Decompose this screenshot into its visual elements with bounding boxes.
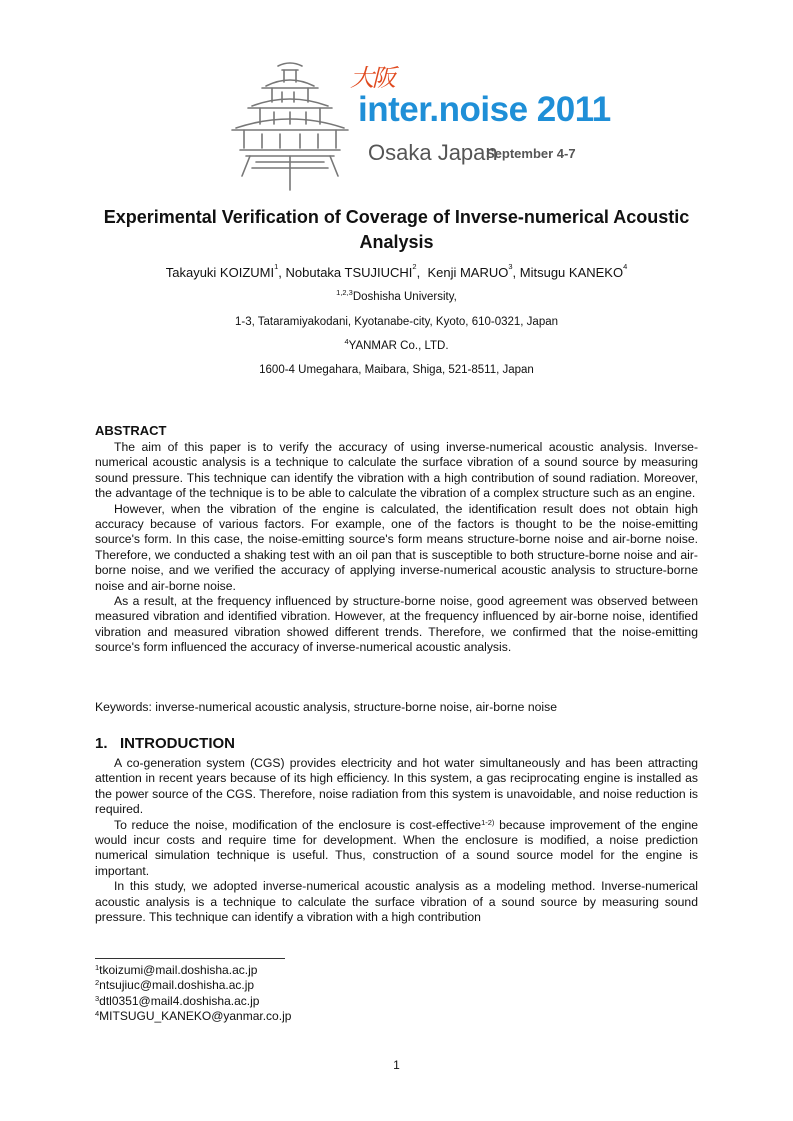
affiliation-text: Doshisha University,	[352, 291, 457, 303]
affiliation-2-name	[0, 337, 793, 352]
affiliation-2-address: 1600-4 Umegahara, Maibara, Shiga, 521-8511, Japan	[259, 364, 534, 376]
footnote-sup: 4	[95, 1008, 100, 1018]
section-title: INTRODUCTION	[120, 735, 235, 752]
logo-event-name: inter.noise 2011	[358, 90, 611, 129]
intro-text: because improvement of the engine would incur costs and require time for development. When the enclosure is modified, a noise prediction numerical simulation technique is useful. Thus, construction of a sound source model for the engine is important.	[95, 817, 699, 878]
affiliation-1-address: 1-3, Tataramiyakodani, Kyotanabe-city, Kyoto, 610-0321, Japan	[234, 316, 559, 328]
footnote-divider	[95, 958, 285, 959]
abstract-paragraph: However, when the vibration of the engine is calculated, the identification result does not obtain high accuracy because of various factors. For example, one of the factors is thought to be the noise-emitting source's form. In this case, the noise-emitting source's form means structure-borne noise and air-borne noise. Therefore, we conducted a shaking test with an oil pan that is susceptible to both structure-borne noise and air-borne noise, and we verified the accuracy of applying inverse-numerical acoustic analysis to structure-borne noise and air-borne noise.	[95, 501, 698, 593]
footnotes	[95, 963, 291, 1024]
author-list: Takayuki KOIZUMI$^1$, Nobutaka TSUJIUCHI$^2$, Kenji MARUO$^3$, Mitsugu KANEKO$^4$	[165, 262, 628, 280]
footnote-sup: 2	[95, 978, 100, 988]
logo-date: September 4-7	[486, 146, 576, 161]
section-number: 1.	[95, 735, 108, 752]
logo-place: Osaka Japan	[368, 140, 498, 165]
affiliation-text: YANMAR Co., LTD.	[348, 340, 449, 352]
author-name: Nobutaka TSUJIUCHI	[285, 265, 413, 280]
intro-paragraph: A co-generation system (CGS) provides electricity and hot water simultaneously and has been attracting attention in recent years because of its high efficiency. In this system, a gas reciprocating engine is installed as the power source of the CGS. Therefore, noise radiation from this system is unavoidable, and noise reduction is required.	[95, 756, 698, 817]
abstract-paragraph: The aim of this paper is to verify the accuracy of using inverse-numerical acoustic analysis. Inverse-numerical acoustic analysis is a technique to calculate the surface vibration of a sound source by measuring sound pressure. This technique can identify the vibration with a high contribution of sound radiation. Moreover, the advantage of the technique is to be able to calculate the vibration of a complex structure such as an engine.	[95, 440, 698, 501]
author-sup: 2	[412, 262, 417, 271]
footnote-email[interactable]: MITSUGU_KANEKO@yanmar.co.jp	[99, 1008, 292, 1023]
footnote-email[interactable]: tkoizumi@mail.doshisha.ac.jp	[99, 963, 258, 977]
footnote-sup: 1	[95, 963, 100, 972]
footnote-email[interactable]: dtl0351@mail4.doshisha.ac.jp	[99, 993, 260, 1008]
intro-paragraph	[95, 818, 698, 880]
osaka-castle-icon	[222, 52, 362, 192]
author-sup: 1	[274, 262, 279, 271]
intro-paragraph: In this study, we adopted inverse-numerical acoustic analysis as a modeling method. Inverse-numerical acoustic analysis is a technique to calculate the surface vibration of a sound source by measuring sound pressure. This technique can identify a vibration with a high contribution	[95, 879, 698, 925]
author-name: Mitsugu KANEKO	[519, 265, 624, 280]
introduction-body	[95, 756, 698, 925]
author-name: Takayuki KOIZUMI	[165, 265, 275, 280]
intro-text: To reduce the noise, modification of the enclosure is cost-effective	[114, 817, 482, 832]
footnote-email[interactable]: ntsujiuc@mail.doshisha.ac.jp	[99, 978, 255, 993]
conference-logo	[222, 52, 611, 192]
abstract-body	[95, 440, 698, 656]
keywords: Keywords: inverse-numerical acoustic analysis, structure-borne noise, air-borne noise	[95, 700, 557, 714]
affiliation-1-name	[0, 288, 793, 303]
author-name: Kenji MARUO	[427, 265, 509, 280]
footnote	[95, 994, 291, 1009]
abstract-paragraph: As a result, at the frequency influenced by structure-borne noise, good agreement was observed between measured vibration and identified vibration. However, at the frequency influenced by air-borne noise, identified vibration and measured vibration showed different trends. Therefore, we confirmed that the noise-emitting source's form influenced the accuracy of inverse-numerical acoustic analysis.	[95, 594, 698, 655]
paper-title: Experimental Verification of Coverage of Inverse-numerical Acoustic Analysis	[103, 207, 690, 252]
affiliation-sup: 1,2,3	[336, 288, 353, 297]
affiliation-sup: 4	[344, 337, 349, 346]
logo-kanji: 大阪	[350, 64, 394, 92]
footnote	[95, 1009, 291, 1024]
citation: 1-2)	[481, 817, 495, 827]
footnote-sup: 3	[95, 993, 100, 1003]
footnote	[95, 978, 291, 993]
author-sup: 3	[508, 262, 513, 271]
footnote	[95, 963, 291, 978]
abstract-heading: ABSTRACT	[95, 423, 167, 438]
section-heading-introduction	[95, 735, 235, 752]
page-number: 1	[393, 1058, 400, 1072]
author-sup: 4	[623, 262, 628, 271]
